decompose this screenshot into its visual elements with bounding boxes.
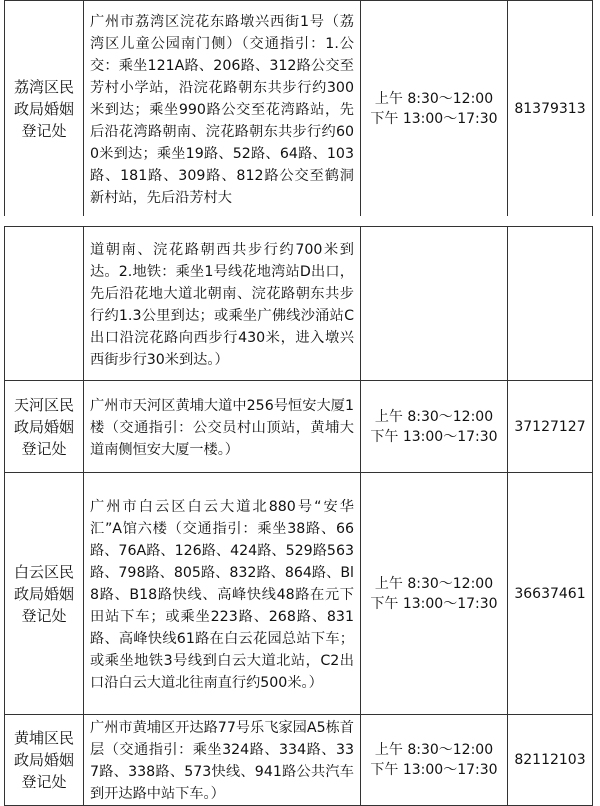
office-name-liwan: 荔湾区民政局婚姻登记处 — [5, 1, 84, 218]
office-hours-huangpu: 上午 8:30～12:00 下午 13:00～17:30 — [361, 715, 508, 806]
office-address-baiyun: 广州市白云区白云大道北880号“安华汇”A馆六楼（交通指引：乘坐38路、66路、76A路、126路、424路、529路563路、798路、805路、832路、864路、Bl8路、B18路快线、高峰快线48路在元下田站下车；或乘坐223路、268路、831路、高峰快线61路在白云花园总站下车；或乘坐地铁3号线到白云大道北站，C2出口沿白云大道北往南直行约500米。） — [84, 473, 361, 715]
office-phone-baiyun: 36637461 — [508, 473, 593, 715]
office-phone-huangpu: 82112103 — [508, 715, 593, 806]
office-hours-tianhe: 上午 8:30～12:00 下午 13:00～17:30 — [361, 381, 508, 473]
registry-table-part-1 — [4, 0, 593, 218]
office-phone-tianhe: 37127127 — [508, 381, 593, 473]
office-name-liwan-continued — [5, 227, 84, 381]
table-row — [5, 381, 593, 473]
office-address-tianhe: 广州市天河区黄埔大道中256号恒安大厦1楼（交通指引：公交员村山顶站，黄埔大道南侧恒安大厦一楼。） — [84, 381, 361, 473]
table-row — [5, 227, 593, 381]
office-name-tianhe: 天河区民政局婚姻登记处 — [5, 381, 84, 473]
table-row — [5, 715, 593, 806]
office-hours-liwan-continued — [361, 227, 508, 381]
office-address-liwan: 广州市荔湾区浣花东路墩兴西街1号（荔湾区儿童公园南门侧）（交通指引：1.公交：乘坐121A路、206路、312路公交至芳村小学站，沿浣花路朝东共步行约300米到达；乘坐990路公交至花湾路站，先后沿花湾路朝南、浣花路朝东共步行约600米到达；乘坐19路、52路、64路、103路、181路、309路、812路公交至鹤洞新村站，先后沿芳村大 — [84, 1, 361, 218]
table-row — [5, 473, 593, 715]
office-phone-liwan-continued — [508, 227, 593, 381]
office-address-huangpu: 广州市黄埔区开达路77号乐飞家园A5栋首层（交通指引：乘坐324路、334路、337路、338路、573快线、941路公共汽车到开达路中站下车。） — [84, 715, 361, 806]
table-row — [5, 1, 593, 218]
office-name-baiyun: 白云区民政局婚姻登记处 — [5, 473, 84, 715]
office-hours-baiyun: 上午 8:30～12:00 下午 13:00～17:30 — [361, 473, 508, 715]
office-phone-liwan: 81379313 — [508, 1, 593, 218]
office-name-huangpu: 黄埔区民政局婚姻登记处 — [5, 715, 84, 806]
page-break — [0, 216, 600, 226]
registry-table-part-2 — [4, 226, 593, 806]
office-hours-liwan: 上午 8:30～12:00 下午 13:00～17:30 — [361, 1, 508, 218]
office-address-liwan-continued: 道朝南、浣花路朝西共步行约700米到达。2.地铁：乘坐1号线花地湾站D出口，先后沿花地大道北朝南、浣花路朝东共步行约1.3公里到达；或乘坐广佛线沙涌站C出口沿浣花路向西步行430米，进入墩兴西街步行30米到达。） — [84, 227, 361, 381]
